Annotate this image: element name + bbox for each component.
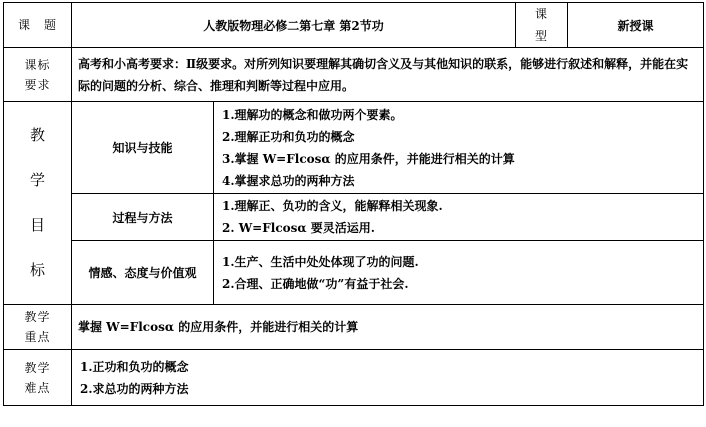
list-item: 2.求总功的两种方法 — [80, 381, 189, 396]
process-label: 过程与方法 — [72, 194, 214, 241]
header-row — [4, 3, 704, 48]
list-item: 2. W=Flcosα 要灵活运用. — [222, 221, 375, 235]
lesson-plan-table — [3, 2, 704, 406]
list-item: 2.合理、正确地做“功”有益于社会. — [222, 276, 409, 291]
type-label: 课 型 — [516, 3, 568, 48]
standard-label: 课标 要求 — [4, 48, 72, 102]
lesson-title: 人教版物理必修二第七章 第2节功 — [72, 3, 516, 48]
objectives-label: 教 学 目 标 — [4, 102, 72, 305]
list-item: 2.理解正功和负功的概念 — [222, 129, 355, 144]
difficulties-list — [72, 350, 704, 406]
objective-knowledge-row — [4, 102, 704, 194]
lesson-type: 新授课 — [568, 3, 704, 48]
key-points-text: 掌握 W=Flcosα 的应用条件，并能进行相关的计算 — [72, 305, 704, 350]
list-item: 1.生产、生活中处处体现了功的问题. — [222, 254, 419, 269]
knowledge-list — [214, 102, 704, 194]
standard-text: 高考和小高考要求：Ⅱ级要求。对所列知识要理解其确切含义及与其他知识的联系，能够进行叙述和解释，并能在实际的问题的分析、综合、推理和判断等过程中应用。 — [72, 48, 704, 102]
list-item: 3.掌握 W=Flcosα 的应用条件，并能进行相关的计算 — [222, 151, 515, 166]
list-item: 1.正功和负功的概念 — [80, 359, 189, 374]
process-list — [214, 194, 704, 241]
key-points-row — [4, 305, 704, 350]
list-item: 1.理解正、负功的含义，能解释相关现象. — [222, 199, 443, 213]
emotion-list — [214, 241, 704, 305]
standard-row — [4, 48, 704, 102]
knowledge-label: 知识与技能 — [72, 102, 214, 194]
difficulties-label: 教学 难点 — [4, 350, 72, 406]
objective-process-row — [4, 194, 704, 241]
objective-emotion-row — [4, 241, 704, 305]
list-item: 1.理解功的概念和做功两个要素。 — [222, 107, 403, 122]
difficulties-row — [4, 350, 704, 406]
emotion-label: 情感、态度与价值观 — [72, 241, 214, 305]
key-points-label: 教学 重点 — [4, 305, 72, 350]
topic-label: 课 题 — [4, 3, 72, 48]
list-item: 4.掌握求总功的两种方法 — [222, 173, 355, 188]
